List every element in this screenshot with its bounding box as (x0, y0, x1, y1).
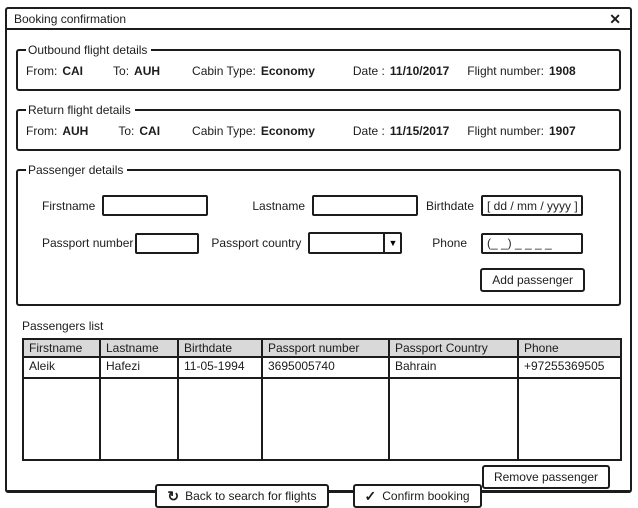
from-label: From: (26, 64, 58, 78)
outbound-from (26, 64, 83, 78)
column-header-lastname: Lastname (100, 339, 178, 357)
return-section-legend: Return flight details (28, 103, 131, 117)
passport-country-selected-value (310, 234, 383, 252)
to-label: To: (118, 124, 135, 138)
back-to-search-button-label: Back to search for flights (185, 489, 317, 503)
from-label: From: (26, 124, 58, 138)
close-icon[interactable]: ✕ (609, 10, 621, 27)
lastname-field[interactable] (312, 195, 418, 216)
phone-field[interactable] (481, 233, 583, 254)
return-to (118, 124, 160, 138)
firstname-group (42, 195, 208, 216)
firstname-label: Firstname (42, 198, 96, 213)
passengers-table (22, 338, 622, 461)
flight-number-label: Flight number: (467, 64, 544, 78)
check-icon: ✓ (364, 488, 377, 504)
return-from (26, 124, 88, 138)
date-label: Date : (352, 124, 385, 138)
table-row[interactable] (23, 357, 621, 378)
from-value: AUH (62, 124, 89, 138)
remove-passenger-button[interactable] (482, 465, 610, 489)
window-title: Booking confirmation (14, 11, 127, 26)
passport-number-label: Passport number (42, 236, 134, 250)
add-passenger-row (24, 268, 585, 292)
window-content (7, 43, 630, 508)
passenger-form-row-1 (24, 195, 613, 216)
date-value: 11/15/2017 (389, 124, 450, 138)
return-flight-details-section (16, 103, 621, 151)
outbound-to (113, 64, 160, 78)
title-bar (7, 9, 630, 30)
cabin-type-value: Economy (260, 64, 315, 78)
cabin-type-label: Cabin Type: (192, 64, 256, 78)
birthdate-field[interactable] (481, 195, 583, 216)
outbound-flight-details-section (16, 43, 621, 91)
outbound-section-legend: Outbound flight details (28, 43, 148, 57)
outbound-date (353, 64, 449, 78)
booking-confirmation-window (5, 7, 632, 504)
passport-country-label: Passport country (211, 236, 302, 250)
column-header-firstname: Firstname (23, 339, 100, 357)
outbound-flight-row (24, 59, 613, 81)
cell-birthdate: 11-05-1994 (178, 357, 262, 378)
return-date (353, 124, 449, 138)
cabin-type-label: Cabin Type: (192, 124, 256, 138)
flight-number-value: 1907 (549, 124, 576, 138)
phone-label: Phone (432, 236, 467, 250)
cell-passport-number: 3695005740 (262, 357, 389, 378)
date-value: 11/10/2017 (389, 64, 450, 78)
column-header-phone: Phone (518, 339, 621, 357)
column-header-birthdate: Birthdate (178, 339, 262, 357)
date-label: Date : (352, 64, 385, 78)
add-passenger-button[interactable] (480, 268, 585, 292)
add-passenger-button-label: Add passenger (492, 273, 573, 287)
passengers-list-title: Passengers list (22, 319, 104, 333)
flight-number-label: Flight number: (467, 124, 544, 138)
to-value: AUH (134, 64, 161, 78)
outbound-flight-number (467, 64, 575, 78)
confirm-booking-button[interactable] (353, 484, 482, 508)
return-flight-row (24, 119, 613, 141)
passport-country-group (211, 232, 402, 254)
flight-number-value: 1908 (549, 64, 576, 78)
cell-phone: +97255369505 (518, 357, 621, 378)
passenger-form-row-2 (24, 232, 613, 254)
passport-country-dropdown[interactable] (308, 232, 402, 254)
passport-number-field[interactable] (135, 233, 199, 254)
passenger-details-section (16, 163, 621, 306)
table-empty-area (23, 378, 621, 460)
return-cabin-type (192, 124, 315, 138)
to-value: CAI (139, 124, 161, 138)
column-header-passport-number: Passport number (262, 339, 389, 357)
passenger-section-legend: Passenger details (28, 163, 124, 177)
birthdate-group (426, 195, 583, 216)
to-label: To: (113, 64, 130, 78)
from-value: CAI (62, 64, 84, 78)
confirm-booking-button-label: Confirm booking (382, 489, 470, 503)
lastname-label: Lastname (252, 198, 306, 213)
remove-passenger-button-label: Remove passenger (493, 470, 598, 484)
cell-lastname: Hafezi (100, 357, 178, 378)
passport-number-group (42, 233, 199, 254)
table-header-row (23, 339, 621, 357)
firstname-field[interactable] (102, 195, 208, 216)
back-to-search-button[interactable] (155, 484, 328, 508)
cell-firstname: Aleik (23, 357, 100, 378)
cell-passport-country: Bahrain (389, 357, 518, 378)
return-flight-number (467, 124, 575, 138)
cabin-type-value: Economy (260, 124, 315, 138)
outbound-cabin-type (192, 64, 315, 78)
dropdown-arrow-icon[interactable]: ▼ (383, 234, 400, 252)
phone-group (432, 233, 583, 254)
birthdate-label: Birthdate (425, 198, 474, 213)
refresh-icon: ↻ (167, 488, 180, 504)
column-header-passport-country: Passport Country (389, 339, 518, 357)
lastname-group (252, 195, 418, 216)
